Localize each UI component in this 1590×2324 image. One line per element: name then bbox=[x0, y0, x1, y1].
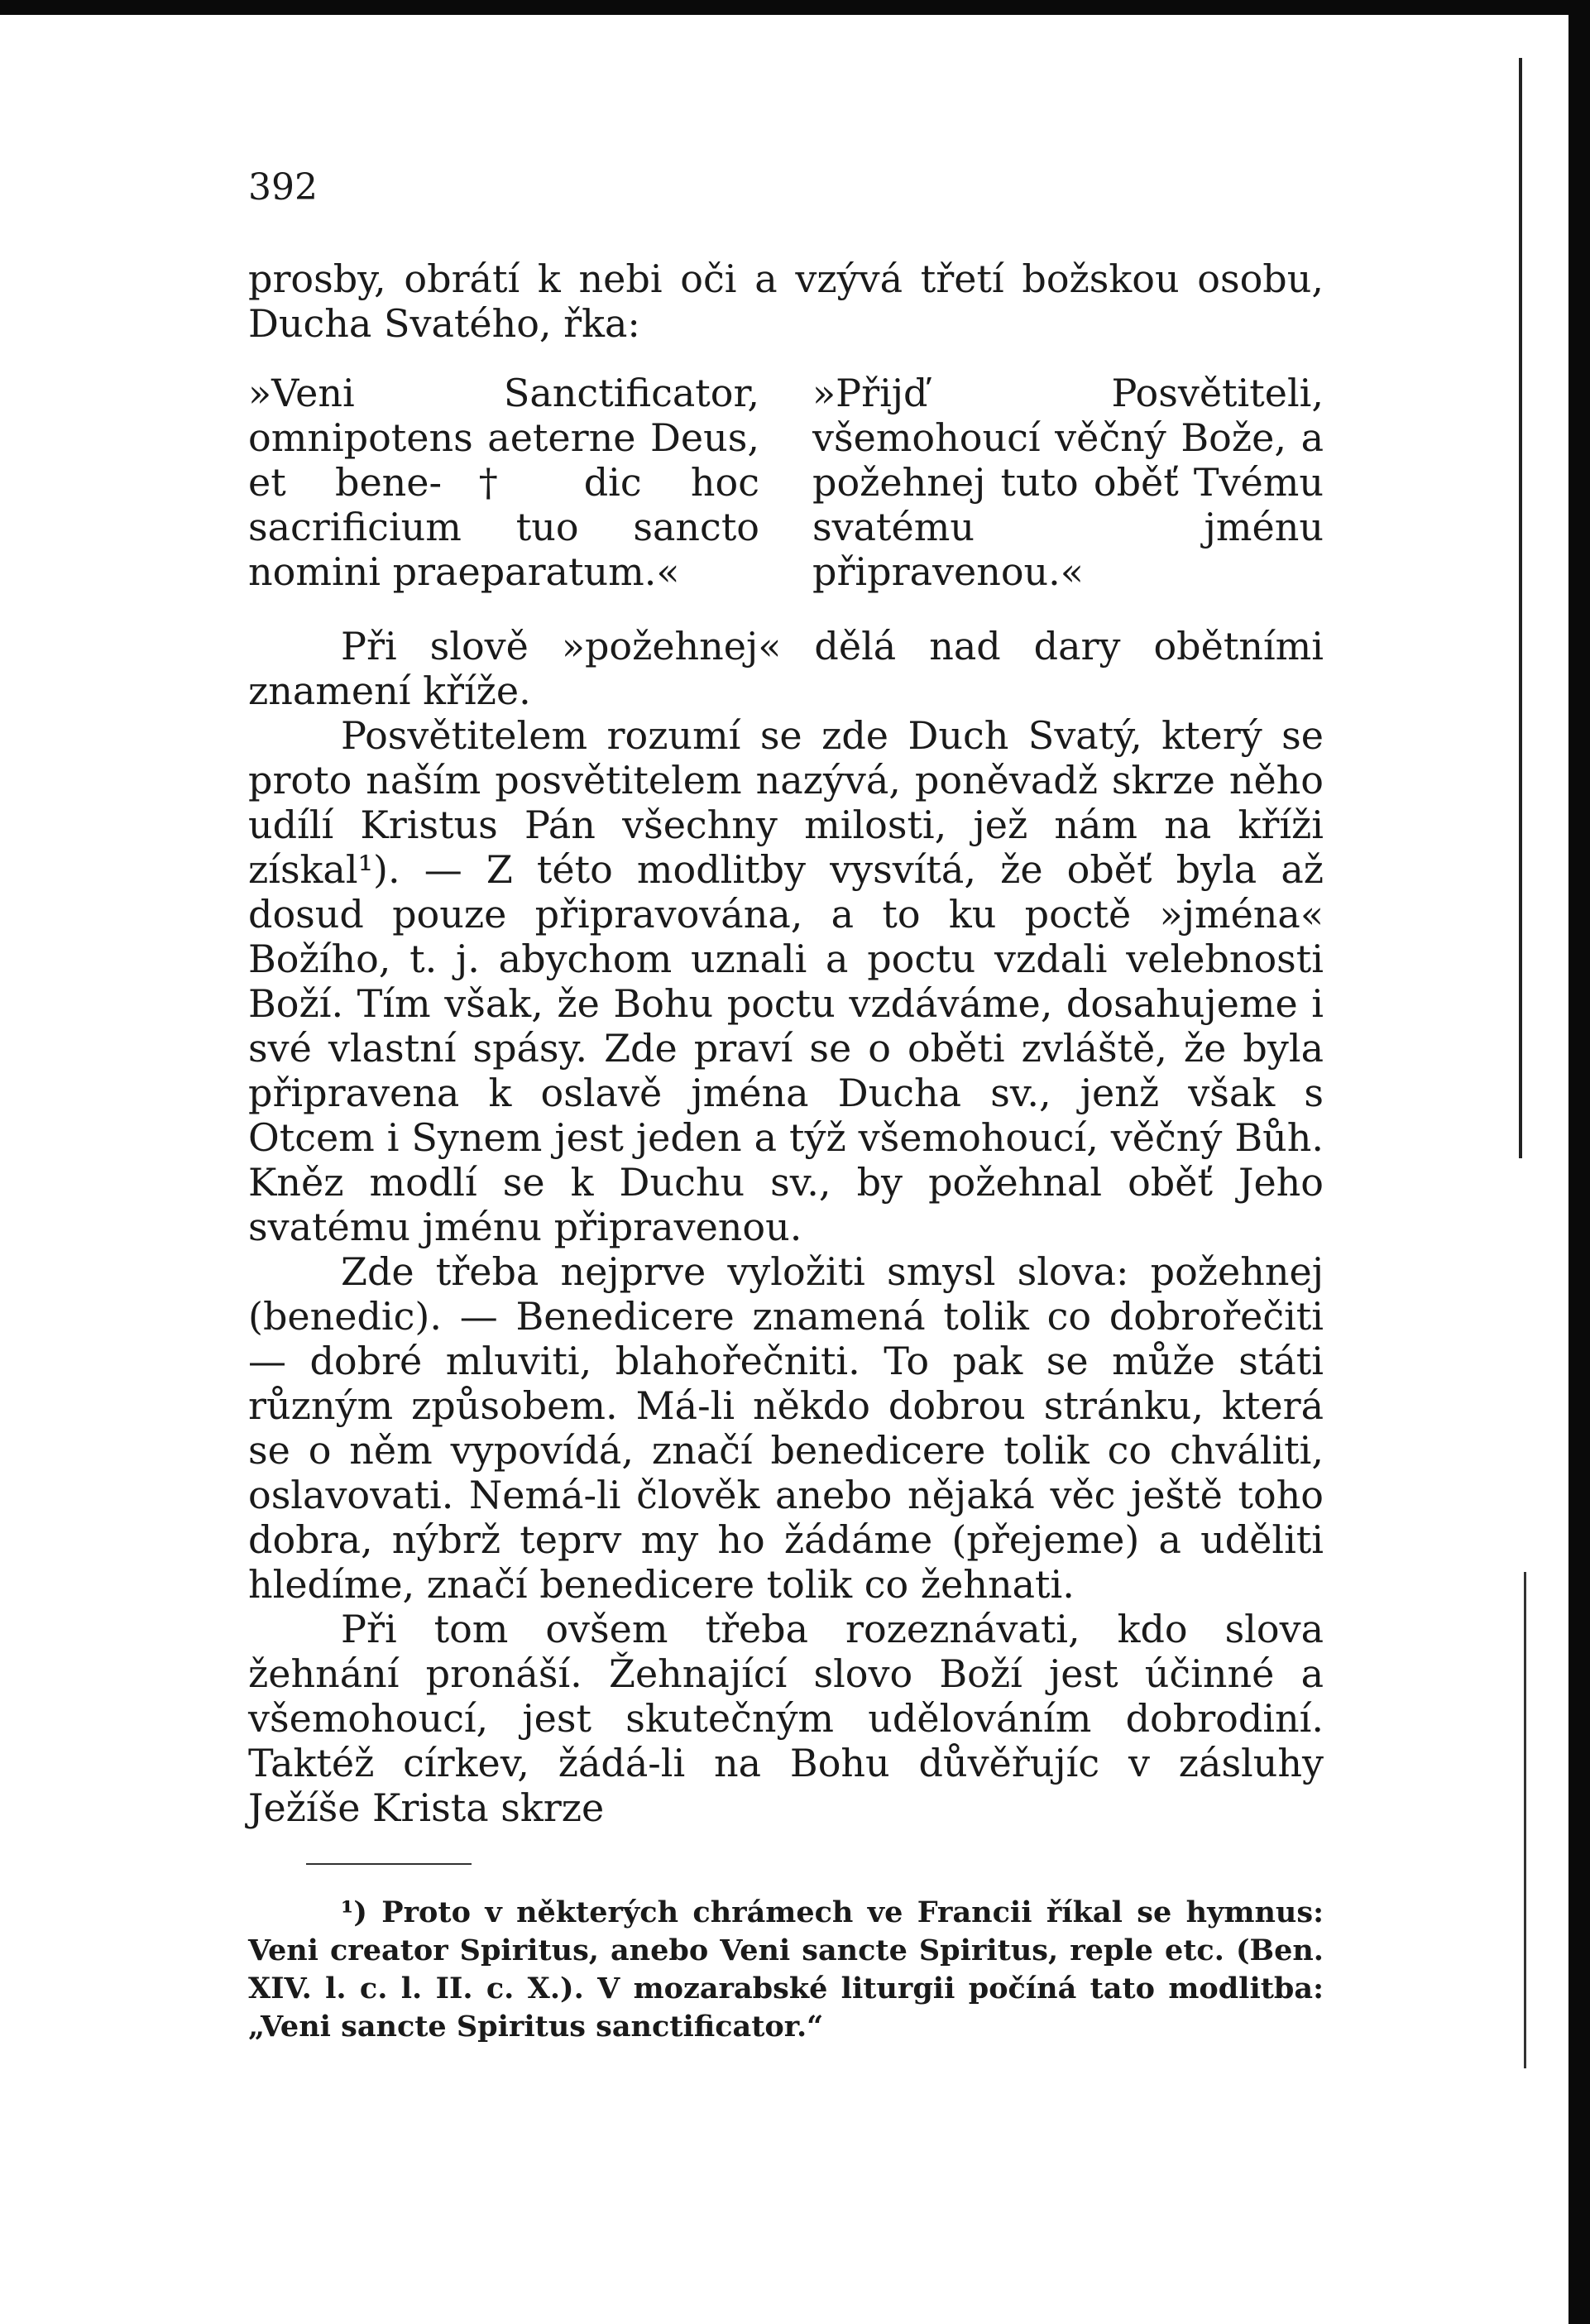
book-page bbox=[248, 165, 1324, 2075]
paragraph-2: Posvětitelem rozumí se zde Duch Svatý, který se proto naším posvětitelem nazývá, poněvadž skrze něho udílí Kristus Pán všechny milosti, jež nám na kříži získal¹). — Z této modlitby vysvítá, že oběť byla až dosud pouze připravována, a to ku poctě »jména« Božího, t. j. abychom uznali a poctu vzdali velebnosti Boží. Tím však, že Bohu poctu vzdáváme, dosahujeme i své vlastní spásy. Zde praví se o oběti zvláště, že byla připravena k oslavě jména Ducha sv., jenž však s Otcem i Synem jest jeden a týž všemohoucí, věčný Bůh. Kněz modlí se k Duchu sv., by požehnal oběť Jeho svatému jménu připravenou. bbox=[248, 713, 1324, 1249]
paragraph-1: Při slově »požehnej« dělá nad dary obětními znamení kříže. bbox=[248, 624, 1324, 713]
prayer-latin: »Veni Sanctificator, omnipotens aeterne Deus, et bene-† dic hoc sacrificium tuo sancto nomini praeparatum.« bbox=[248, 371, 759, 594]
prayer-columns bbox=[248, 371, 1324, 594]
page-edge-shadow-lower bbox=[1524, 1572, 1526, 2068]
footnote: ¹) Proto v některých chrámech ve Francii říkal se hymnus: Veni creator Spiritus, anebo Veni sancte Spiritus, reple etc. (Ben. XIV. l. c. l. II. c. X.). V mozarabské liturgii počíná tato modlitba: „Veni sancte Spiritus sanctificator.“ bbox=[248, 1895, 1324, 2044]
scan-right-border bbox=[1568, 0, 1590, 2324]
paragraph-3: Zde třeba nejprve vyložiti smysl slova: požehnej (benedic). — Benedicere znamená tolik co dobrořečiti — dobré mluviti, blahořečniti. To pak se může státi různým způsobem. Má-li někdo dobrou stránku, která se o něm vypovídá, značí benedicere tolik co chváliti, oslavovati. Nemá-li člověk anebo nějaká věc ještě toho dobra, nýbrž teprv my ho žádáme (přejeme) a uděliti hledíme, značí benedicere tolik co žehnati. bbox=[248, 1249, 1324, 1607]
paragraph-4: Při tom ovšem třeba rozeznávati, kdo slova žehnání pronáší. Žehnající slovo Boží jest účinné a všemohoucí, jest skutečným udělováním dobrodiní. Taktéž církev, žádá-li na Bohu důvěřujíc v zásluhy Ježíše Krista skrze bbox=[248, 1607, 1324, 1830]
opening-paragraph: prosby, obrátí k nebi oči a vzývá třetí božskou osobu, Ducha Svatého, řka: bbox=[248, 256, 1324, 346]
page-number: 392 bbox=[248, 166, 318, 208]
scan-top-border bbox=[0, 0, 1590, 15]
footnote-divider bbox=[306, 1863, 472, 1865]
page-edge-shadow bbox=[1519, 58, 1522, 1158]
prayer-czech: »Přijď Posvětiteli, všemohoucí věčný Bože, a požehnej tuto oběť Tvému svatému jménu připravenou.« bbox=[812, 371, 1324, 594]
